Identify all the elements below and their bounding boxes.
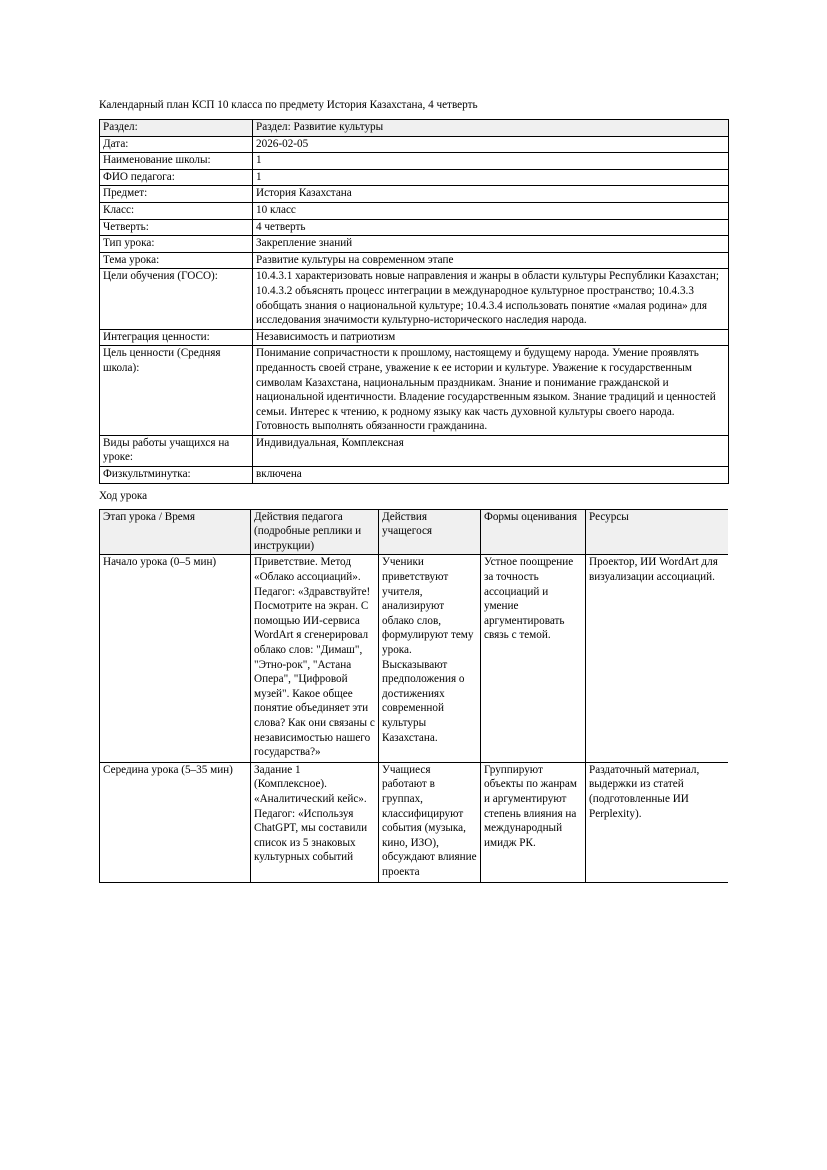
table-row (100, 252, 729, 269)
table-row (100, 120, 729, 137)
info-value: Понимание сопричастности к прошлому, настоящему и будущему народа. Умение проявлять преданность своей стране, уважение к ее истории и культуре. Уважение к государственным символам Казахстана, национальным праздникам. Знание и понимание гражданской и национальной идентичности. Владение государственным языком. Знание традиций и ценностей семьи. Интерес к чтению, к родному языку как часть духовной культуры своего народа. Готовность выполнять обязанности гражданина. (253, 346, 729, 436)
cell-student-actions: Ученики приветствуют учителя, анализируют облако слов, формулируют тему урока. Высказывают предположения о достижениях современной культуры Казахстана. (379, 555, 481, 762)
cell-resources: Раздаточный материал, выдержки из статей (подготовленные ИИ Perplexity). (586, 762, 729, 882)
table-header-row (100, 509, 729, 555)
cell-teacher-actions: Задание 1 (Комплексное). «Аналитический кейс». Педагог: «Используя ChatGPT, мы составили список из 5 знаковых культурных событий (251, 762, 379, 882)
info-value: 10.4.3.1 характеризовать новые направления и жанры в области культуры Республики Казахстан; 10.4.3.2 объяснять процесс интеграции в международное культурное пространство; 10.4.3.3 обобщать знания о национальной культуре; 10.4.3.4 использовать понятие «малая родина» для исследования значимости культурно-исторического наследия народа. (253, 269, 729, 329)
info-label: Дата: (100, 136, 253, 153)
table-row (100, 329, 729, 346)
info-label: Четверть: (100, 219, 253, 236)
page-title: Календарный план КСП 10 класса по предмету История Казахстана, 4 четверть (99, 99, 478, 111)
info-label: Тип урока: (100, 236, 253, 253)
table-row (100, 467, 729, 484)
info-value: 10 класс (253, 202, 729, 219)
table-row (100, 153, 729, 170)
table-row (100, 269, 729, 329)
info-value: включена (253, 467, 729, 484)
cell-resources: Проектор, ИИ WordArt для визуализации ассоциаций. (586, 555, 729, 762)
table-row (100, 219, 729, 236)
info-label: Тема урока: (100, 252, 253, 269)
lesson-info-table (99, 119, 729, 484)
info-value: Развитие культуры на современном этапе (253, 252, 729, 269)
lesson-flow-table (99, 509, 728, 883)
info-label: Наименование школы: (100, 153, 253, 170)
column-header-stage: Этап урока / Время (100, 509, 251, 555)
cell-student-actions: Учащиеся работают в группах, классифицируют события (музыка, кино, ИЗО), обсуждают влияние проекта (379, 762, 481, 882)
table-row (100, 136, 729, 153)
info-value: 4 четверть (253, 219, 729, 236)
document-content (99, 98, 728, 883)
info-value: 1 (253, 169, 729, 186)
column-header-teacher-actions: Действия педагога (подробные реплики и инструкции) (251, 509, 379, 555)
table-row (100, 346, 729, 436)
info-label: Интеграция ценности: (100, 329, 253, 346)
info-label: Предмет: (100, 186, 253, 203)
table-row (100, 186, 729, 203)
info-value: История Казахстана (253, 186, 729, 203)
cell-teacher-actions: Приветствие. Метод «Облако ассоциаций». Педагог: «Здравствуйте! Посмотрите на экран. С помощью ИИ-сервиса WordArt я сгенерировал облако слов: "Димаш", "Этно-рок", "Астана Опера", "Цифровой музей". Какое общее понятие объединяет эти слова? Как они связаны с независимостью нашего государства?» (251, 555, 379, 762)
info-value: Независимость и патриотизм (253, 329, 729, 346)
lesson-flow-caption: Ход урока (99, 489, 148, 502)
info-label: Цель ценности (Средняя школа): (100, 346, 253, 436)
info-value: 2026-02-05 (253, 136, 729, 153)
cell-assessment: Устное поощрение за точность ассоциаций и умение аргументировать связь с темой. (481, 555, 586, 762)
cell-stage: Середина урока (5–35 мин) (100, 762, 251, 882)
table-row (100, 555, 729, 762)
info-label: Класс: (100, 202, 253, 219)
info-label: ФИО педагога: (100, 169, 253, 186)
table-row (100, 762, 729, 882)
info-value: 1 (253, 153, 729, 170)
table-row (100, 236, 729, 253)
info-value: Индивидуальная, Комплексная (253, 435, 729, 466)
info-label: Физкультминутка: (100, 467, 253, 484)
lesson-flow-table-wrapper (99, 509, 728, 883)
info-label: Раздел: (100, 120, 253, 137)
table-row (100, 435, 729, 466)
table-row (100, 169, 729, 186)
cell-stage: Начало урока (0–5 мин) (100, 555, 251, 762)
info-value: Раздел: Развитие культуры (253, 120, 729, 137)
info-label: Виды работы учащихся на уроке: (100, 435, 253, 466)
table-row (100, 202, 729, 219)
column-header-resources: Ресурсы (586, 509, 729, 555)
info-value: Закрепление знаний (253, 236, 729, 253)
cell-assessment: Группируют объекты по жанрам и аргументируют степень влияния на международный имидж РК. (481, 762, 586, 882)
column-header-student-actions: Действия учащегося (379, 509, 481, 555)
info-label: Цели обучения (ГОСО): (100, 269, 253, 329)
column-header-assessment: Формы оценивания (481, 509, 586, 555)
